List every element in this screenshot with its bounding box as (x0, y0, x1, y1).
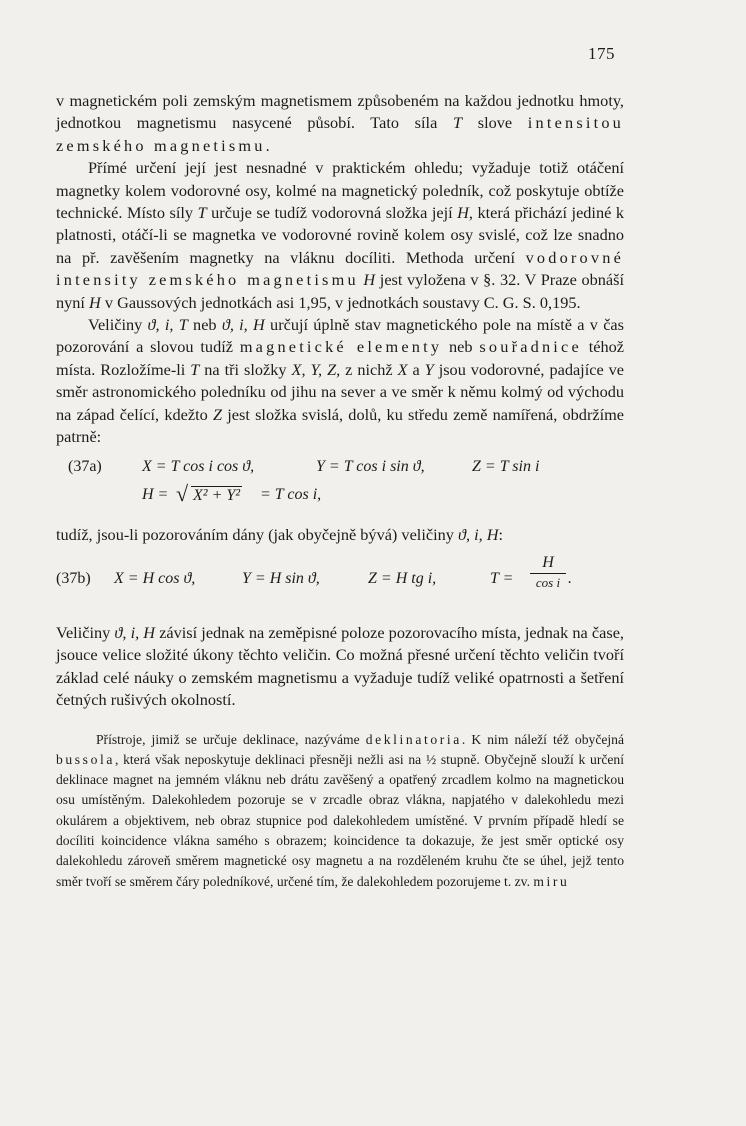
text-run: , která však neposkytuje deklinaci přesněji nežli asi na (114, 751, 426, 767)
text-run: z nichž (340, 359, 398, 379)
spaced-term: bussola (56, 751, 115, 767)
symbol-Y: Y (424, 359, 434, 379)
text-run: slove (462, 113, 528, 133)
text-run: jest vyložena v §. 32. V Praze obnáší nyní (56, 270, 624, 312)
symbols: ϑ, i, H (457, 524, 499, 544)
text-run: v magnetickém poli zemským magnetismem způsobeném na každou jednotku hmoty, jednotkou magnetismu nasycené působí. Tato síla (56, 91, 624, 133)
fraction (530, 554, 566, 591)
fraction-bar (530, 573, 566, 574)
radical-sign: √ (176, 480, 189, 506)
text-run: závisí jednak na zeměpisné poloze pozorovacího místa, jednak na čase, jsouce velice složité úkony těchto veličin. Co možná přesné určení těchto veličin tvoří základ celé náuky o zemském magnetismu a vyžaduje tudíž veliké opatrnosti a šetření četných rušivých okolností. (56, 622, 624, 710)
equation-h-right: = T cos i, (260, 485, 322, 503)
paragraph-horizontal-component (56, 157, 624, 314)
symbols: ϑ, i, H (221, 315, 265, 335)
equation-label: (37a) (68, 457, 102, 475)
equation-t: T = (490, 569, 514, 587)
text-run: Veličiny (88, 315, 148, 335)
symbol-X: X (397, 359, 408, 379)
text-run: Přímé určení její jest nesnadné v praktickém ohledu; vyžaduje totiž otáčení magnetky kolem vodorovné osy, kolmé na magnetický poledník, což poskytuje obtíže technické. Místo síly (56, 158, 624, 223)
paragraph-magnetic-elements (56, 314, 624, 448)
text-run: . K nim náleží též obyčejná (461, 731, 624, 747)
text-run: jsou vodorovné, padajíce ve směr astronomického poledníku od jihu na sever a ve směr k němu kolmý od východu na západ čelící, kdežto (56, 359, 625, 424)
text-run: neb (187, 315, 222, 335)
spaced-term: miru (533, 873, 570, 889)
text-run: . (265, 135, 270, 155)
spaced-term: deklinatoria (365, 731, 462, 747)
main-text (56, 90, 624, 892)
paragraph-intensity (56, 90, 624, 157)
text-run: stupně. Obyčejně slouží k určení deklinace magnet na jemném vláknu neb drátu zavěšený a opatřený zrcadlem kolmo na magnetickou osu umístěným. Dalekohledem pozoruje se v zrcadle obraz vlákna, napjatého v dalekohledu mezi okulárem a objektivem, neb obraz stupnice pod dalekohledem umístěné. V prvním případě hledí se docíliti koincidence vlákna samého s obrazem; koincidence ta dokazuje, že jest směr optické osy dalekohledu zároveň směrem magnetické osy magnetu a na rozděleném kruhu čte se úhel, jejž tento směr tvoří se směrem čáry poledníkové, určené tím, že dalekohledem pozorujeme t. zv. (56, 751, 624, 889)
equation-x: X = T cos i cos ϑ, (142, 457, 255, 475)
equation-x: X = H cos ϑ, (114, 569, 196, 587)
symbol-T: T (190, 359, 200, 379)
symbol-H: H (89, 292, 101, 312)
spaced-term: vodorovné intensity zemského magnetismu (56, 247, 624, 290)
numerator: H (542, 553, 554, 571)
radicand: X² + Y² (193, 486, 241, 504)
spaced-term: souřadnice (479, 337, 582, 357)
equation-z: Z = H tg i, (368, 569, 437, 587)
text-run: určuje se tudíž vodorovná složka její (206, 203, 458, 223)
text-run: , která přichází jediné k platnosti, otáčí-li se magnetka ve vodorovné rovině kolem osy svislé, což lze snadno na př. zavěšením magnetky na vláknu docíliti. Methoda určení (56, 203, 624, 267)
paragraph-given (56, 524, 624, 546)
text-run: a (407, 359, 425, 379)
equation-y: Y = H sin ϑ, (242, 569, 320, 587)
spaced-term: magnetické elementy (239, 337, 443, 357)
symbol-Z: Z (212, 404, 223, 424)
text-run: téhož místa. Rozložíme-li (56, 337, 624, 379)
footnote-declination (56, 730, 624, 892)
symbol-T: T (452, 113, 463, 133)
text-run: na tři složky (199, 359, 292, 379)
fraction-half: ½ (425, 751, 437, 767)
paragraph-dependence (56, 622, 624, 712)
spaced-term: intensitou zemského magnetismu (56, 113, 624, 155)
symbol-T: T (197, 203, 207, 223)
text-run: určují úplně stav magnetického pole na místě a v čas pozorování a slovou tudíž (56, 315, 624, 357)
text-run: Přístroje, jimiž se určuje deklinace, nazýváme (96, 731, 366, 747)
symbol-H: H (363, 270, 376, 290)
symbols: ϑ, i, T (147, 315, 188, 335)
text-run: neb (442, 337, 480, 357)
symbol-H: H (457, 203, 469, 223)
denominator: cos i (535, 574, 561, 590)
equation-z: Z = T sin i (472, 457, 540, 475)
equation-y: Y = T cos i sin ϑ, (316, 457, 425, 475)
equation-37b (56, 554, 624, 616)
text-run: jest složka svislá, dolů, ku středu země namířená, obdržíme patrně: (56, 404, 625, 447)
page-number: 175 (588, 44, 615, 63)
equation-end: . (568, 569, 572, 587)
text-run: : (498, 524, 504, 544)
text-run: Veličiny (56, 622, 115, 642)
symbols: ϑ, i, H (114, 622, 156, 642)
text-run: v Gaussových jednotkách asi 1,95, v jednotkách soustavy C. G. S. 0,195. (100, 292, 581, 312)
equation-h-left: H = (142, 485, 169, 503)
text-run: tudíž, jsou-li pozorováním dány (jak obyčejně bývá) veličiny (56, 524, 458, 544)
equation-label: (37b) (56, 569, 91, 587)
equation-37a (56, 456, 624, 518)
symbols: X, Y, Z, (291, 359, 341, 379)
